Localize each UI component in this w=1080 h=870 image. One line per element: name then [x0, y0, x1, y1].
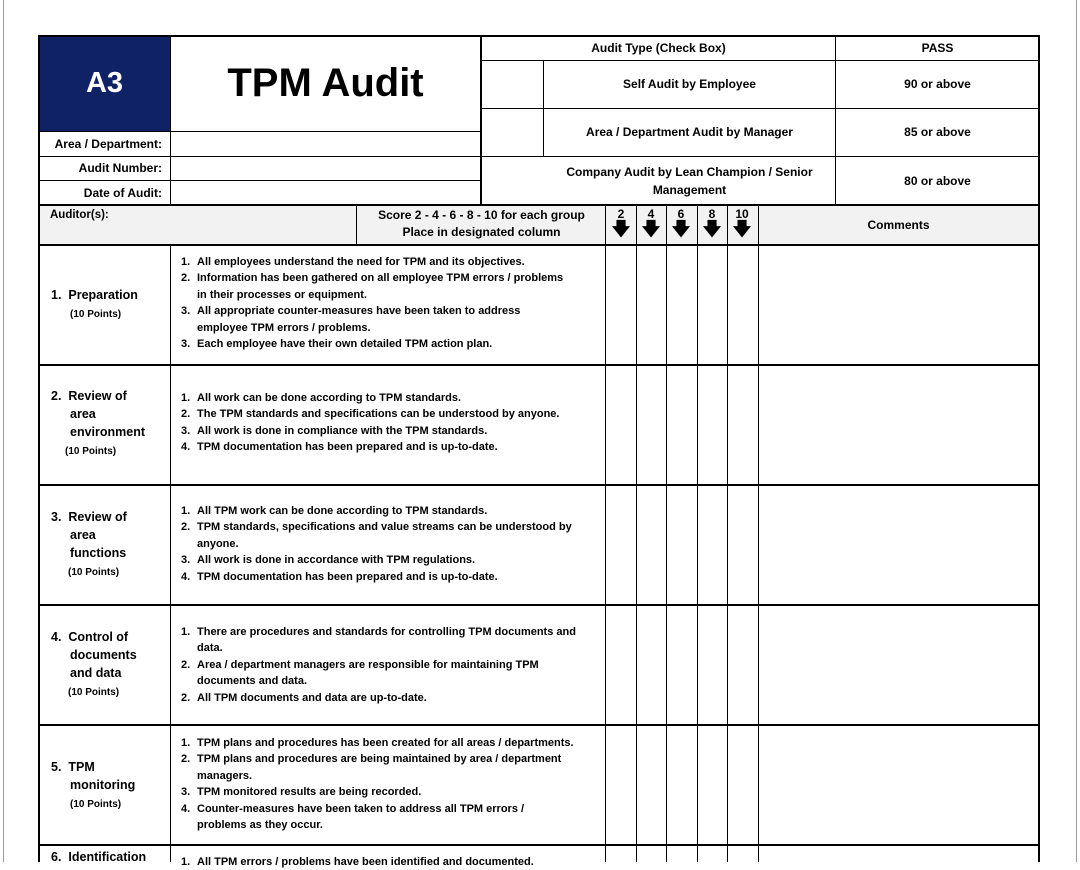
score-cell-4[interactable] — [637, 725, 666, 844]
score-cell-2[interactable] — [606, 845, 635, 862]
comment-cell[interactable] — [759, 485, 1038, 604]
score-cell-10[interactable] — [728, 845, 758, 862]
comments-header: Comments — [867, 217, 930, 232]
section-4-name-line3: and data — [70, 666, 122, 680]
section-3-name — [51, 508, 169, 582]
down-arrow-icon: 🡇 — [671, 219, 691, 239]
score-cells-grid — [606, 245, 1039, 862]
criterion-item: 4. Counter-measures have been taken to address all TPM errors / problems as they occur. — [181, 802, 525, 832]
score-col-2-header — [606, 208, 636, 237]
down-arrow-icon: 🡇 — [732, 219, 752, 239]
manager-audit-label: Area / Department Audit by Manager — [586, 125, 793, 139]
comment-cell[interactable] — [759, 605, 1038, 724]
section-5-number: 5. — [51, 760, 62, 774]
section-3-name-line1: Review of — [68, 510, 127, 524]
section-1-name — [51, 286, 169, 324]
down-arrow-icon: 🡇 — [702, 219, 722, 239]
section-3-name-line2: area — [70, 528, 96, 542]
company-audit-pass: 80 or above — [904, 173, 971, 188]
sheet-right-edge — [1076, 0, 1077, 862]
section-4-points: (10 Points) — [68, 687, 120, 698]
comment-cell[interactable] — [759, 725, 1038, 844]
company-audit-label: Company Audit by Lean Champion / Senior Management — [566, 164, 813, 197]
criterion-item: 1. All employees understand the need for TPM and its objectives. — [181, 256, 525, 268]
section-6-name-line1: Identification — [68, 850, 147, 864]
section-6-criteria — [181, 854, 601, 870]
score-cell-8[interactable] — [698, 485, 727, 604]
criterion-item: 4. TPM documentation has been prepared and is up-to-date. — [181, 441, 498, 454]
section-1-number: 1. — [51, 288, 62, 302]
section-3-criteria — [181, 503, 601, 585]
section-5-name — [51, 758, 169, 814]
manager-audit-checkbox[interactable] — [482, 109, 543, 155]
date-of-audit-label: Date of Audit: — [83, 185, 162, 200]
score-cell-2[interactable] — [606, 605, 635, 724]
section-5-name-line1: TPM — [68, 760, 95, 774]
criterion-item: 2. All TPM documents and data are up-to-date. — [181, 691, 427, 704]
manager-audit-pass: 85 or above — [904, 125, 971, 139]
score-cell-6[interactable] — [667, 365, 696, 484]
score-instruction-line1: Score 2 - 4 - 6 - 8 - 10 for each group — [378, 208, 585, 222]
section-3-number: 3. — [51, 510, 62, 524]
criterion-item: 3. Each employee have their own detailed TPM action plan. — [181, 338, 493, 351]
score-cell-6[interactable] — [667, 845, 696, 862]
section-3-points: (10 Points) — [68, 567, 120, 578]
criterion-item: 3. TPM monitored results are being recorded. — [181, 786, 422, 799]
criterion-item: 1. There are procedures and standards for controlling TPM documents and data. — [181, 626, 576, 655]
area-department-field[interactable] — [171, 132, 480, 155]
score-instructions — [357, 207, 606, 243]
section-6-number: 6. — [51, 850, 62, 864]
section-3-name-line3: functions — [70, 546, 127, 560]
criterion-item: 3. All work is done in accordance with TPM regulations. — [181, 554, 476, 567]
score-col-4-header — [636, 208, 666, 237]
page-title: TPM Audit — [227, 61, 424, 105]
score-cell-4[interactable] — [637, 845, 666, 862]
section-2-name-line3: environment — [70, 425, 146, 439]
criterion-item: 2. The TPM standards and specifications can be understood by anyone. — [181, 408, 560, 421]
section-1-name-line1: Preparation — [68, 288, 138, 302]
section-5-name-line2: monitoring — [70, 778, 136, 792]
score-cell-8[interactable] — [698, 365, 727, 484]
sheet-left-edge — [3, 0, 4, 862]
criterion-item: 2. Information has been gathered on all employee TPM errors / problems in their processes or equipment. — [181, 272, 564, 301]
self-audit-label: Self Audit by Employee — [623, 77, 756, 91]
score-cell-4[interactable] — [637, 485, 666, 604]
section-4-criteria — [181, 624, 601, 706]
criterion-item: 2. Area / department managers are responsible for maintaining TPM documents and data. — [181, 658, 539, 688]
section-4-name — [51, 628, 169, 702]
score-cell-8[interactable] — [698, 605, 727, 724]
pass-header: PASS — [921, 41, 954, 55]
self-audit-checkbox[interactable] — [482, 61, 543, 107]
area-department-label: Area / Department: — [54, 136, 162, 151]
audit-type-header: Audit Type (Check Box) — [591, 41, 726, 55]
company-audit-checkbox[interactable] — [482, 157, 543, 204]
auditors-label: Auditor(s): — [50, 209, 109, 221]
score-cell-4[interactable] — [637, 605, 666, 724]
auditors-field[interactable] — [110, 206, 356, 243]
score-cell-6[interactable] — [667, 725, 696, 844]
criterion-item: 3. All appropriate counter-measures have been taken to address employee TPM errors / problems. — [181, 305, 521, 334]
date-of-audit-field[interactable] — [171, 181, 480, 204]
criterion-item: 1. TPM plans and procedures has been created for all areas / departments. — [181, 737, 574, 749]
score-cell-8[interactable] — [698, 845, 727, 862]
audit-number-field[interactable] — [171, 157, 480, 179]
criterion-item: 2. TPM plans and procedures are being maintained by area / department managers. — [181, 753, 562, 782]
self-audit-pass: 90 or above — [904, 77, 971, 91]
section-1-points: (10 Points) — [70, 309, 122, 320]
section-4-number: 4. — [51, 630, 62, 644]
score-cell-6[interactable] — [667, 485, 696, 604]
criterion-item: 1. All work can be done according to TPM standards. — [181, 392, 462, 404]
score-cell-10[interactable] — [728, 485, 758, 604]
section-4-name-line2: documents — [70, 648, 137, 662]
criterion-item: 3. All work is done in compliance with the TPM standards. — [181, 424, 488, 437]
score-cell-8[interactable] — [698, 245, 727, 364]
a3-badge: A3 — [39, 36, 170, 131]
down-arrow-icon: 🡇 — [611, 219, 631, 239]
section-2-name — [51, 387, 169, 461]
section-1-criteria — [181, 254, 601, 352]
section-4-name-line1: Control of — [68, 630, 129, 644]
score-col-6-header — [666, 208, 696, 237]
score-cell-2[interactable] — [606, 365, 635, 484]
score-cell-4[interactable] — [637, 365, 666, 484]
section-6-name — [51, 848, 169, 866]
score-cell-6[interactable] — [667, 605, 696, 724]
section-2-points: (10 Points) — [65, 446, 117, 457]
score-cell-10[interactable] — [728, 245, 758, 364]
score-cell-2[interactable] — [606, 485, 635, 604]
score-col-8-label: 8 — [708, 207, 716, 221]
score-cell-2[interactable] — [606, 245, 635, 364]
score-cell-2[interactable] — [606, 725, 635, 844]
section-2-name-line1: Review of — [68, 389, 127, 403]
criterion-item: 1. All TPM errors / problems have been identified and documented. — [181, 856, 534, 868]
score-cell-10[interactable] — [728, 605, 758, 724]
score-col-2-label: 2 — [617, 207, 625, 221]
criterion-item: 2. TPM standards, specifications and value streams can be understood by anyone. — [181, 521, 572, 550]
criterion-item: 1. All TPM work can be done according to TPM standards. — [181, 505, 488, 517]
score-cell-8[interactable] — [698, 725, 727, 844]
section-2-number: 2. — [51, 389, 62, 403]
comment-cell[interactable] — [759, 245, 1038, 364]
score-cell-6[interactable] — [667, 245, 696, 364]
score-cell-4[interactable] — [637, 245, 666, 364]
comment-cell[interactable] — [759, 365, 1038, 484]
criterion-item: 4. TPM documentation has been prepared and is up-to-date. — [181, 570, 498, 583]
section-2-name-line2: area — [70, 407, 96, 421]
score-cell-10[interactable] — [728, 725, 758, 844]
score-cell-10[interactable] — [728, 365, 758, 484]
score-col-8-header — [697, 208, 727, 237]
down-arrow-icon: 🡇 — [641, 219, 661, 239]
score-col-10-label: 10 — [735, 207, 749, 221]
audit-number-label: Audit Number: — [78, 161, 162, 175]
section-5-criteria — [181, 735, 601, 833]
section-5-points: (10 Points) — [70, 799, 122, 810]
score-col-6-label: 6 — [677, 207, 685, 221]
comment-cell[interactable] — [759, 845, 1038, 862]
score-col-10-header — [727, 208, 757, 237]
score-col-4-label: 4 — [647, 207, 655, 221]
section-2-criteria — [181, 390, 601, 456]
score-instruction-line2: Place in designated column — [402, 225, 561, 239]
